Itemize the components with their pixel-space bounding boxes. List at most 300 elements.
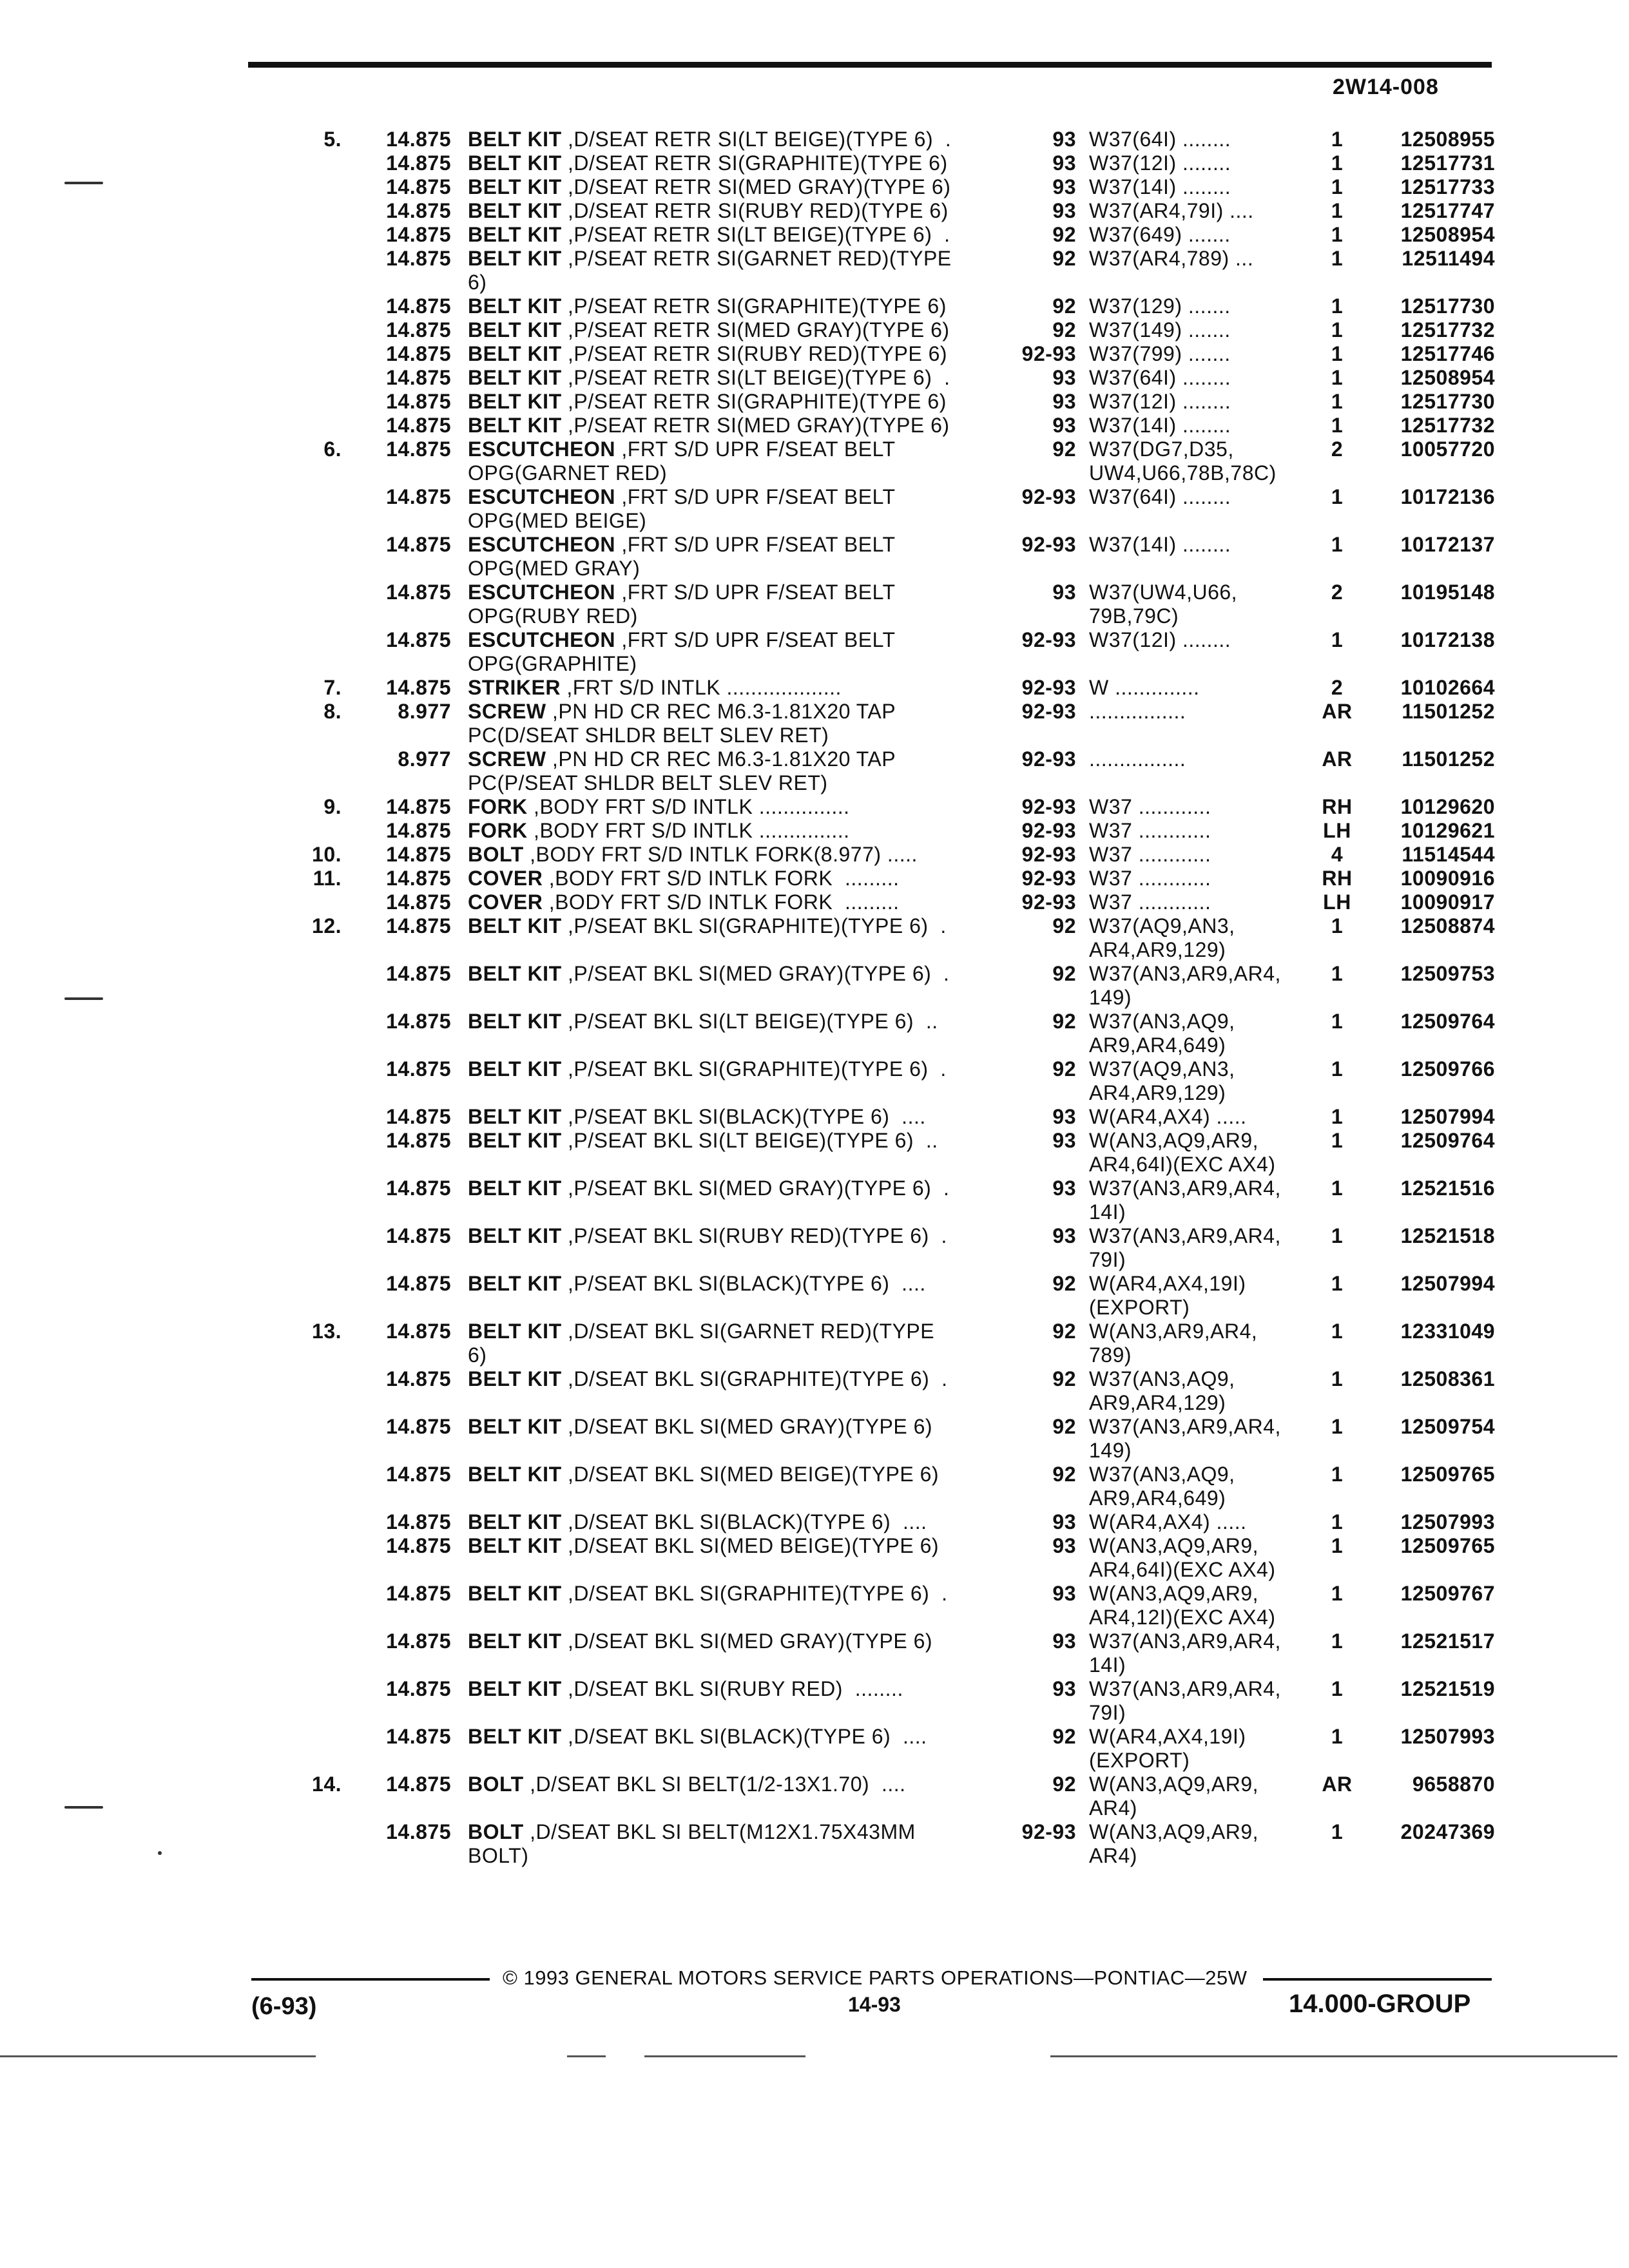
model-year: 93	[1052, 581, 1076, 604]
quantity: 1	[1331, 1367, 1344, 1390]
part-number: 12509765	[1400, 1463, 1495, 1486]
quantity: 1	[1331, 1629, 1344, 1653]
application-line: W37 ............	[1089, 867, 1211, 890]
description	[468, 151, 1009, 175]
part-number: 12509764	[1400, 1010, 1495, 1033]
application	[1089, 819, 1315, 843]
ref-number: 11.	[313, 867, 342, 890]
application-line-cont: 79B,79C)	[1089, 604, 1179, 628]
parts-row	[0, 414, 1629, 437]
group-number: 14.875	[386, 294, 451, 318]
parts-row	[0, 1510, 1629, 1534]
part-name: SCREW	[468, 747, 546, 771]
part-description: ,P/SEAT RETR SI(RUBY RED)(TYPE 6)	[561, 342, 948, 365]
group-number: 14.875	[386, 1725, 451, 1748]
quantity: 1	[1331, 1272, 1344, 1295]
part-description-cont: OPG(MED GRAY)	[468, 557, 641, 580]
group-number: 14.875	[386, 1057, 451, 1081]
parts-row	[0, 676, 1629, 700]
application	[1089, 175, 1315, 199]
application	[1089, 485, 1315, 509]
application-line: W37 ............	[1089, 890, 1211, 914]
application	[1089, 1272, 1315, 1320]
part-description: ,PN HD CR REC M6.3-1.81X20 TAP	[546, 747, 896, 771]
model-year: 92	[1052, 1272, 1076, 1295]
part-description: ,FRT S/D UPR F/SEAT BELT	[615, 628, 896, 651]
application	[1089, 676, 1315, 700]
description	[468, 628, 1009, 676]
description	[468, 581, 1009, 628]
quantity: 2	[1331, 581, 1344, 604]
quantity: 1	[1331, 1582, 1344, 1605]
application	[1089, 1224, 1315, 1272]
group-number: 14.875	[386, 1629, 451, 1653]
description	[468, 1534, 1009, 1558]
quantity: 4	[1331, 843, 1344, 866]
part-number: 12508874	[1400, 914, 1495, 937]
part-name: BELT KIT	[468, 151, 562, 175]
part-number: 12509754	[1400, 1415, 1495, 1438]
application-line: W37(AN3,AR9,AR4,	[1089, 1177, 1281, 1200]
group-number: 14.875	[386, 1105, 451, 1128]
part-name: BELT KIT	[468, 1105, 562, 1128]
quantity: 1	[1331, 1129, 1344, 1152]
group-number: 14.875	[386, 962, 451, 985]
application-line: W37(12I) ........	[1089, 628, 1231, 651]
quantity: 1	[1331, 1415, 1344, 1438]
quantity: 2	[1331, 676, 1344, 699]
part-description: ,BODY FRT S/D INTLK FORK .........	[543, 867, 900, 890]
quantity: 1	[1331, 962, 1344, 985]
part-number: 12517732	[1400, 414, 1495, 437]
description	[468, 533, 1009, 581]
part-number: 12517731	[1400, 151, 1495, 175]
application	[1089, 1105, 1315, 1129]
scan-speck	[64, 997, 103, 1000]
part-description: ,BODY FRT S/D INTLK ...............	[527, 819, 850, 842]
part-name: STRIKER	[468, 676, 561, 699]
description	[468, 1367, 1009, 1391]
part-name: BOLT	[468, 1820, 524, 1843]
parts-row	[0, 366, 1629, 390]
application-line: W37(AQ9,AN3,	[1089, 914, 1235, 937]
part-name: BELT KIT	[468, 414, 562, 437]
part-description-cont: BOLT)	[468, 1844, 529, 1867]
part-description: ,D/SEAT RETR SI(GRAPHITE)(TYPE 6)	[561, 151, 948, 175]
description	[468, 1010, 1009, 1033]
ref-number: 8.	[323, 700, 342, 723]
part-number: 12521516	[1400, 1177, 1495, 1200]
model-year: 92	[1052, 294, 1076, 318]
part-description: ,P/SEAT BKL SI(BLACK)(TYPE 6) ....	[561, 1272, 926, 1295]
part-name: ESCUTCHEON	[468, 533, 616, 556]
part-number: 10129621	[1400, 819, 1495, 842]
part-name: BELT KIT	[468, 1272, 562, 1295]
application-line: W ..............	[1089, 676, 1200, 699]
application-line-cont: AR4,AR9,129)	[1089, 1081, 1226, 1104]
part-number: 12517730	[1400, 390, 1495, 413]
model-year: 92	[1052, 962, 1076, 985]
part-name: BELT KIT	[468, 247, 562, 270]
part-number: 10090917	[1400, 890, 1495, 914]
part-name: BELT KIT	[468, 962, 562, 985]
application	[1089, 318, 1315, 342]
part-number: 12521518	[1400, 1224, 1495, 1247]
application	[1089, 795, 1315, 819]
description	[468, 843, 1009, 867]
group-number: 14.875	[386, 128, 451, 151]
model-year: 92	[1052, 318, 1076, 341]
group-number: 14.875	[386, 914, 451, 937]
parts-row	[0, 223, 1629, 247]
part-number: 12509765	[1400, 1534, 1495, 1557]
group-number: 14.875	[386, 390, 451, 413]
model-year: 93	[1052, 151, 1076, 175]
group-number: 14.875	[386, 819, 451, 842]
description	[468, 1105, 1009, 1129]
part-number: 12517730	[1400, 294, 1495, 318]
parts-row	[0, 533, 1629, 581]
part-description: ,D/SEAT BKL SI(GRAPHITE)(TYPE 6) .	[561, 1367, 948, 1390]
application-line: W37 ............	[1089, 795, 1211, 818]
description	[468, 1463, 1009, 1486]
application-line: W37(12I) ........	[1089, 151, 1231, 175]
parts-row	[0, 1224, 1629, 1272]
application-line: W37(14I) ........	[1089, 175, 1231, 198]
parts-row	[0, 199, 1629, 223]
part-description: ,P/SEAT RETR SI(GRAPHITE)(TYPE 6)	[561, 390, 947, 413]
application-line: W37(12I) ........	[1089, 390, 1231, 413]
part-description-cont: PC(D/SEAT SHLDR BELT SLEV RET)	[468, 724, 829, 747]
part-number: 12331049	[1400, 1320, 1495, 1343]
description	[468, 128, 1009, 151]
group-number: 14.875	[386, 437, 451, 461]
ref-number: 14.	[312, 1773, 342, 1796]
description	[468, 890, 1009, 914]
description	[468, 747, 1009, 795]
application-line: W(AR4,AX4) .....	[1089, 1105, 1247, 1128]
application	[1089, 1677, 1315, 1725]
part-name: BELT KIT	[468, 1677, 562, 1700]
description	[468, 294, 1009, 318]
model-year: 92	[1052, 1725, 1076, 1748]
part-name: COVER	[468, 890, 543, 914]
description	[468, 223, 1009, 247]
group-number: 14.875	[386, 175, 451, 198]
application-line: W37(UW4,U66,	[1089, 581, 1238, 604]
parts-row	[0, 819, 1629, 843]
group-number: 14.875	[386, 867, 451, 890]
group-number: 14.875	[386, 1010, 451, 1033]
application	[1089, 366, 1315, 390]
parts-row	[0, 1534, 1629, 1582]
ref-number: 13.	[312, 1320, 342, 1343]
description	[468, 1725, 1009, 1749]
part-name: BELT KIT	[468, 1367, 562, 1390]
part-name: ESCUTCHEON	[468, 581, 616, 604]
application	[1089, 1367, 1315, 1415]
part-number: 12509766	[1400, 1057, 1495, 1081]
description	[468, 1820, 1009, 1868]
model-year: 93	[1052, 175, 1076, 198]
part-description: ,P/SEAT RETR SI(LT BEIGE)(TYPE 6) .	[561, 366, 950, 389]
group-number: 14.875	[386, 1224, 451, 1247]
part-name: BELT KIT	[468, 914, 562, 937]
quantity: 1	[1331, 1177, 1344, 1200]
parts-row	[0, 1057, 1629, 1105]
part-description: ,P/SEAT RETR SI(GRAPHITE)(TYPE 6)	[561, 294, 947, 318]
application-line-cont: AR9,AR4,649)	[1089, 1486, 1226, 1510]
model-year: 93	[1052, 1534, 1076, 1557]
application	[1089, 1820, 1315, 1868]
part-description-cont: OPG(GARNET RED)	[468, 461, 668, 485]
description	[468, 437, 1009, 485]
part-number: 12517746	[1400, 342, 1495, 365]
parts-row	[0, 581, 1629, 628]
part-number: 10129620	[1400, 795, 1495, 818]
quantity: 1	[1331, 175, 1344, 198]
model-year: 92	[1052, 1057, 1076, 1081]
model-year: 92-93	[1021, 795, 1076, 818]
application	[1089, 1725, 1315, 1773]
part-number: 10102664	[1400, 676, 1495, 699]
application-line-cont: 14I)	[1089, 1200, 1126, 1224]
part-description: ,P/SEAT BKL SI(GRAPHITE)(TYPE 6) .	[561, 1057, 947, 1081]
model-year: 92	[1052, 1367, 1076, 1390]
group-number: 14.875	[386, 1534, 451, 1557]
application	[1089, 700, 1315, 724]
group-number: 14.875	[386, 1415, 451, 1438]
part-name: BELT KIT	[468, 1415, 562, 1438]
parts-row	[0, 1415, 1629, 1463]
parts-row	[0, 1582, 1629, 1629]
description	[468, 676, 1009, 700]
quantity: 1	[1331, 1820, 1344, 1843]
group-number: 14.875	[386, 1582, 451, 1605]
ref-number: 12.	[312, 914, 342, 937]
application-line: ................	[1089, 747, 1186, 771]
group-number: 14.875	[386, 1463, 451, 1486]
part-description: ,PN HD CR REC M6.3-1.81X20 TAP	[546, 700, 896, 723]
quantity: 1	[1331, 247, 1344, 270]
description	[468, 1773, 1009, 1796]
application-line-cont: AR4,64I)(EXC AX4)	[1089, 1558, 1276, 1581]
model-year: 92-93	[1021, 890, 1076, 914]
quantity: 1	[1331, 1677, 1344, 1700]
application-line: W37(14I) ........	[1089, 533, 1231, 556]
group-number: 14.875	[386, 1129, 451, 1152]
part-number: 10057720	[1400, 437, 1495, 461]
model-year: 92	[1052, 1415, 1076, 1438]
model-year: 93	[1052, 366, 1076, 389]
part-description: ,D/SEAT BKL SI BELT(1/2-13X1.70) ....	[523, 1773, 906, 1796]
parts-row	[0, 747, 1629, 795]
group-number: 14.875	[386, 795, 451, 818]
part-number: 12509767	[1400, 1582, 1495, 1605]
footer-rule-right	[1263, 1978, 1492, 1981]
footer-rule-left	[251, 1978, 490, 1981]
part-description: ,D/SEAT BKL SI(BLACK)(TYPE 6) ....	[561, 1725, 927, 1748]
application-line-cont: AR4)	[1089, 1844, 1137, 1867]
part-name: BELT KIT	[468, 223, 562, 246]
model-year: 93	[1052, 1177, 1076, 1200]
application	[1089, 581, 1315, 628]
part-name: FORK	[468, 819, 528, 842]
parts-row	[0, 628, 1629, 676]
application-line: W37(AN3,AR9,AR4,	[1089, 1629, 1281, 1653]
group-number: 14.875	[386, 1773, 451, 1796]
part-number: 12509764	[1400, 1129, 1495, 1152]
description	[468, 914, 1009, 938]
part-number: 10172137	[1400, 533, 1495, 556]
part-description-cont: OPG(RUBY RED)	[468, 604, 638, 628]
part-number: 12521517	[1400, 1629, 1495, 1653]
parts-row	[0, 1177, 1629, 1224]
parts-row	[0, 437, 1629, 485]
application-line: W37(149) .......	[1089, 318, 1231, 341]
quantity: 1	[1331, 1534, 1344, 1557]
application-line: W(AN3,AQ9,AR9,	[1089, 1773, 1259, 1796]
model-year: 93	[1052, 1129, 1076, 1152]
parts-row	[0, 867, 1629, 890]
description	[468, 199, 1009, 223]
model-year: 92-93	[1021, 700, 1076, 723]
model-year: 92-93	[1021, 1820, 1076, 1843]
application	[1089, 342, 1315, 366]
scan-speck	[64, 182, 103, 184]
group-number: 14.875	[386, 151, 451, 175]
application-line-cont: AR4,64I)(EXC AX4)	[1089, 1153, 1276, 1176]
application	[1089, 1629, 1315, 1677]
model-year: 92-93	[1021, 819, 1076, 842]
part-number: 10172136	[1400, 485, 1495, 508]
group-number: 14.875	[386, 366, 451, 389]
parts-row	[0, 175, 1629, 199]
model-year: 92	[1052, 1010, 1076, 1033]
description	[468, 795, 1009, 819]
parts-row	[0, 914, 1629, 962]
part-name: BELT KIT	[468, 342, 562, 365]
description	[468, 1320, 1009, 1367]
part-name: BELT KIT	[468, 1057, 562, 1081]
parts-row	[0, 843, 1629, 867]
application	[1089, 867, 1315, 890]
part-description: ,BODY FRT S/D INTLK FORK .........	[543, 890, 900, 914]
part-description: ,P/SEAT BKL SI(RUBY RED)(TYPE 6) .	[561, 1224, 947, 1247]
part-description: ,D/SEAT RETR SI(LT BEIGE)(TYPE 6) .	[561, 128, 952, 151]
part-number: 11514544	[1402, 843, 1495, 866]
model-year: 93	[1052, 414, 1076, 437]
application	[1089, 962, 1315, 1010]
part-description: ,D/SEAT BKL SI BELT(M12X1.75X43MM	[523, 1820, 916, 1843]
model-year: 92-93	[1021, 342, 1076, 365]
part-description: ,P/SEAT RETR SI(MED GRAY)(TYPE 6)	[561, 318, 950, 341]
model-year: 92-93	[1021, 676, 1076, 699]
application	[1089, 747, 1315, 771]
part-description: ,FRT S/D UPR F/SEAT BELT	[615, 581, 896, 604]
description	[468, 1415, 1009, 1439]
parts-row	[0, 1320, 1629, 1367]
model-year: 93	[1052, 1582, 1076, 1605]
model-year: 92	[1052, 247, 1076, 270]
quantity: 1	[1331, 485, 1344, 508]
quantity: 1	[1331, 914, 1344, 937]
application-line: W37(AR4,789) ...	[1089, 247, 1254, 270]
application	[1089, 890, 1315, 914]
parts-row	[0, 318, 1629, 342]
part-number: 12507993	[1400, 1510, 1495, 1533]
model-year: 93	[1052, 1224, 1076, 1247]
application	[1089, 1773, 1315, 1820]
description	[468, 867, 1009, 890]
application-line: W(AR4,AX4,19I)	[1089, 1725, 1246, 1748]
description	[468, 485, 1009, 533]
application-line: ................	[1089, 700, 1186, 723]
quantity: 1	[1331, 414, 1344, 437]
copyright-notice: © 1993 GENERAL MOTORS SERVICE PARTS OPERATIONS—PONTIAC—25W	[503, 1966, 1248, 1989]
part-number: 12521519	[1400, 1677, 1495, 1700]
parts-row	[0, 1773, 1629, 1820]
quantity: 1	[1331, 151, 1344, 175]
application-line: W37(AN3,AR9,AR4,	[1089, 1415, 1281, 1438]
model-year: 92	[1052, 914, 1076, 937]
part-number: 20247369	[1400, 1820, 1495, 1843]
application-line: W37(DG7,D35,	[1089, 437, 1234, 461]
part-name: COVER	[468, 867, 543, 890]
application	[1089, 533, 1315, 557]
application	[1089, 1582, 1315, 1629]
group-number: 14.875	[386, 676, 451, 699]
part-name: SCREW	[468, 700, 546, 723]
application-line: W37(64I) ........	[1089, 485, 1231, 508]
part-description: ,P/SEAT BKL SI(LT BEIGE)(TYPE 6) ..	[561, 1010, 938, 1033]
quantity: 1	[1331, 1510, 1344, 1533]
part-name: ESCUTCHEON	[468, 437, 616, 461]
scan-speck	[158, 1851, 162, 1855]
model-year: 92	[1052, 223, 1076, 246]
group-label: 14.000-GROUP	[1289, 1990, 1471, 2018]
parts-row	[0, 1129, 1629, 1177]
application	[1089, 843, 1315, 867]
model-year: 92-93	[1021, 747, 1076, 771]
application	[1089, 1463, 1315, 1510]
part-name: BELT KIT	[468, 1010, 562, 1033]
group-number: 14.875	[386, 1177, 451, 1200]
group-number: 14.875	[386, 318, 451, 341]
description	[468, 390, 1009, 414]
part-number: 11501252	[1402, 700, 1495, 723]
application-line: W37(AQ9,AN3,	[1089, 1057, 1235, 1081]
part-description: ,BODY FRT S/D INTLK FORK(8.977) .....	[523, 843, 918, 866]
group-number: 14.875	[386, 628, 451, 651]
application	[1089, 1510, 1315, 1534]
part-description: ,P/SEAT RETR SI(LT BEIGE)(TYPE 6) .	[561, 223, 950, 246]
group-number: 14.875	[386, 890, 451, 914]
part-name: ESCUTCHEON	[468, 485, 616, 508]
parts-row	[0, 1105, 1629, 1129]
part-name: BELT KIT	[468, 366, 562, 389]
part-number: 12507994	[1400, 1105, 1495, 1128]
scan-artifact-line	[644, 2055, 805, 2057]
part-description: ,D/SEAT BKL SI(MED BEIGE)(TYPE 6)	[561, 1463, 940, 1486]
ref-number: 5.	[323, 128, 342, 151]
part-description: ,D/SEAT BKL SI(MED BEIGE)(TYPE 6)	[561, 1534, 940, 1557]
application	[1089, 437, 1315, 485]
quantity: 1	[1331, 1105, 1344, 1128]
group-number: 14.875	[386, 1272, 451, 1295]
quantity: 1	[1331, 128, 1344, 151]
part-number: 11501252	[1402, 747, 1495, 771]
